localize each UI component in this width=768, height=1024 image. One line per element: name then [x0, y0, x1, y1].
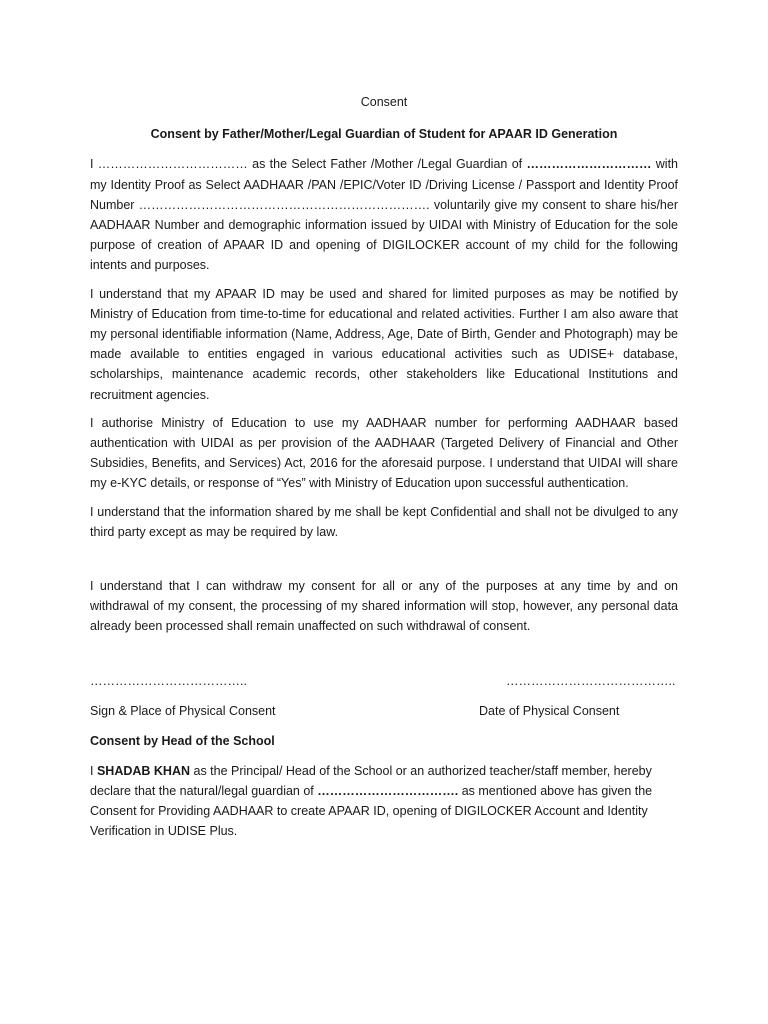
- head-consent-paragraph: [90, 761, 678, 842]
- document-title: Consent: [360, 95, 408, 109]
- head-consent-text-2: as mentioned above has given the Consent for Providing AADHAAR to create APAAR ID, opening of DIGILOCKER Account and Identity Verification in UDISE Plus.: [90, 784, 653, 839]
- guardian-consent-paragraph: [90, 154, 678, 275]
- guardian-name-blank: …………………………: [526, 157, 652, 172]
- guardian-consent-text-2: with my Identity Proof as Select AADHAAR /PAN /EPIC/Voter ID /Driving License / Passport and Identity Proof Number ……………………………………………………………. voluntarily give my consent to share his/her AADHAAR Number and demographic information issued by UIDAI with Ministry of Education for the sole purpose of creation of APAAR ID and opening of DIGILOCKER account of my child for the following intents and purposes.: [90, 157, 679, 273]
- document-subtitle: Consent by Father/Mother/Legal Guardian of Student for APAAR ID Generation: [150, 127, 618, 142]
- student-guardian-blank: …………………………….: [317, 784, 459, 799]
- date-blank: …………………………………..: [506, 673, 676, 688]
- date-label: Date of Physical Consent: [479, 703, 620, 718]
- head-consent-prefix: I: [90, 763, 97, 778]
- consent-document: [90, 92, 678, 850]
- signature-labels-row: [90, 701, 678, 721]
- apaar-usage-paragraph: I understand that my APAAR ID may be used and shared for limited purposes as may be notified by Ministry of Education from time-to-time for educational and related activities. Further I am also aware that my personal identifiable information (Name, Address, Age, Date of Birth, Gender and Photograph) may be made available to entities engaged in various educational activities such as UDISE+ database, scholarships, maintenance academic records, other stakeholders like Educational Institutions and recruitment agencies.: [90, 286, 678, 402]
- head-consent-title: Consent by Head of the School: [90, 733, 275, 748]
- sign-place-label: Sign & Place of Physical Consent: [90, 703, 276, 718]
- aadhaar-authorisation-paragraph: I authorise Ministry of Education to use my AADHAAR number for performing AADHAAR based authentication with UIDAI as per provision of the AADHAAR (Targeted Delivery of Financial and Other Subsidies, Benefits, and Services) Act, 2016 for the aforesaid purpose. I understand that UIDAI will share my e-KYC details, or response of “Yes” with Ministry of Education upon successful authentication.: [90, 415, 678, 491]
- signature-blanks-row: [90, 671, 678, 691]
- withdrawal-paragraph: I understand that I can withdraw my consent for all or any of the purposes at any time by and on withdrawal of my consent, the processing of my shared information will stop, however, any personal data already been processed shall remain unaffected on such withdrawal of consent.: [90, 579, 678, 634]
- principal-name: SHADAB KHAN: [96, 763, 191, 778]
- guardian-consent-text-1: I ……………………………… as the Select Father /Mother /Legal Guardian of: [90, 157, 527, 172]
- sign-place-blank: ………………………………..: [90, 673, 247, 688]
- head-consent-text-1: as the Principal/ Head of the School or an authorized teacher/staff member, hereby declare that the natural/legal guardian of: [90, 763, 652, 799]
- confidentiality-paragraph: I understand that the information shared by me shall be kept Confidential and shall not be divulged to any third party except as may be required by law.: [90, 504, 678, 539]
